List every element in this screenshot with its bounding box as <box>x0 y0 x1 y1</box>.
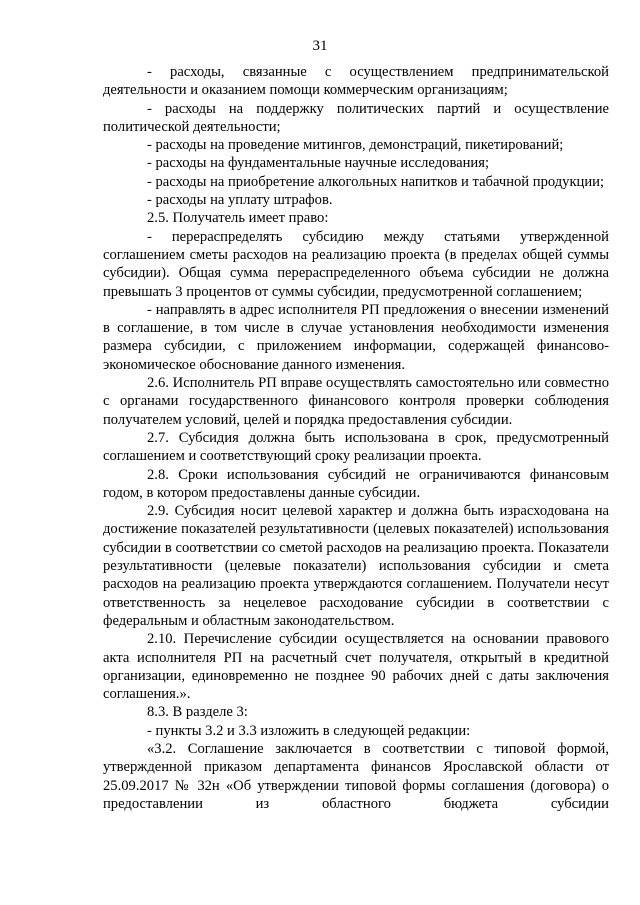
paragraph: - расходы на проведение митингов, демонстраций, пикетирований; <box>147 137 564 154</box>
paragraph: - направлять в адрес исполнителя РП предложения о внесении изменений в соглашение, в том числе в случае установления необходимости изменения размера субсидии, с приложением информации, содержащей финансово-экономическое обоснование данного изменения. <box>103 301 609 373</box>
paragraph: - перераспределять субсидию между статьями утвержденной соглашением сметы расходов на реализацию проекта (в пределах общей суммы субсидии). Общая сумма перераспределенного объема субсидии не должна превышать 3 процентов от суммы субсидии, предусмотренной соглашением; <box>103 228 609 300</box>
paragraph: 2.7. Субсидия должна быть использована в срок, предусмотренный соглашением и соответствующий сроку реализации проекта. <box>103 429 609 465</box>
paragraph: 8.3. В разделе 3: <box>147 704 248 721</box>
paragraph: - расходы, связанные с осуществлением предпринимательской деятельности и оказанием помощи коммерческим организациям; <box>103 64 609 99</box>
paragraph: 2.10. Перечисление субсидии осуществляется на основании правового акта исполнителя РП на расчетный счет получателя, открытый в кредитной организации, единовременно не позднее 90 рабочих дней с даты заключения соглашения.». <box>103 631 609 703</box>
paragraph: 2.6. Исполнитель РП вправе осуществлять самостоятельно или совместно с органами государственного финансового контроля проверки соблюдения получателем условий, целей и порядка предоставления субсидии. <box>103 375 609 428</box>
document-body <box>103 63 609 813</box>
paragraph: - пункты 3.2 и 3.3 изложить в следующей редакции: <box>147 722 471 739</box>
paragraph: 2.5. Получатель имеет право: <box>147 210 329 227</box>
paragraph: «3.2. Соглашение заключается в соответствии с типовой формой, утвержденной приказом департамента финансов Ярославской области от 25.09.2017 № 32н «Об утверждении типовой формы соглашения (договора) о предоставлении из областного бюджета субсидии <box>103 740 609 812</box>
page-number: 31 <box>312 38 328 54</box>
paragraph: 2.9. Субсидия носит целевой характер и должна быть израсходована на достижение показателей результативности (целевых показателей) использования субсидии в соответствии со сметой расходов на реализацию проекта. Показатели результативности (целевые показатели) использования субсидии и смета расходов на реализацию проекта утверждаются соглашением. Получатели несут ответственность за нецелевое расходование субсидии в соответствии с федеральным и областным законодательством. <box>103 503 609 629</box>
paragraph: - расходы на фундаментальные научные исследования; <box>147 155 490 172</box>
paragraph: - расходы на уплату штрафов. <box>147 192 333 209</box>
paragraph: - расходы на приобретение алкогольных напитков и табачной продукции; <box>147 173 605 190</box>
paragraph: - расходы на поддержку политических партий и осуществление политической деятельности; <box>103 100 609 135</box>
paragraph: 2.8. Сроки использования субсидий не ограничиваются финансовым годом, в котором предоставлены данные субсидии. <box>103 466 609 501</box>
